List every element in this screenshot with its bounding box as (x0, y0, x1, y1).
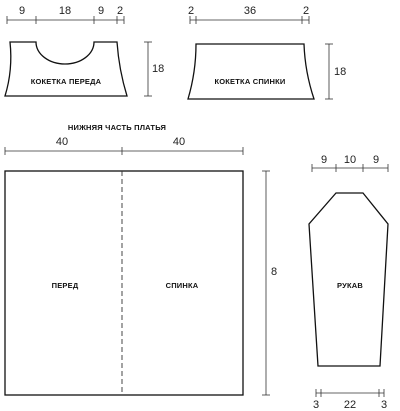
back-yoke-label: КОКЕТКА СПИНКИ (214, 77, 286, 86)
sleeve-top-dim-left: 9 (320, 154, 328, 166)
sleeve-bottom-dim-center: 22 (343, 399, 357, 411)
sleeve-label: РУКАВ (337, 281, 363, 290)
sleeve-bottom-dim-left: 3 (312, 399, 320, 411)
sleeve-group (309, 154, 388, 411)
lower-part-rect (5, 171, 243, 395)
front-yoke-dim-right: 9 (97, 5, 105, 17)
lower-part-dim-back: 40 (172, 136, 186, 148)
front-yoke-shape (5, 42, 127, 96)
sleeve-top-dim-center: 10 (343, 154, 357, 166)
back-yoke-height-dim: 18 (334, 66, 347, 78)
back-yoke-dim-center: 36 (243, 5, 257, 17)
sleeve-shape (309, 193, 388, 366)
lower-part-dim-front: 40 (55, 136, 69, 148)
back-yoke-dim-right: 2 (302, 5, 310, 17)
front-yoke-height-dim: 18 (152, 63, 165, 75)
front-yoke-dim-edge: 2 (116, 5, 124, 17)
sleeve-bottom-dim-right: 3 (380, 399, 388, 411)
lower-part-height-dim: 8 (271, 266, 278, 278)
back-yoke-group (188, 5, 346, 99)
front-yoke-dim-neck: 18 (58, 5, 72, 17)
front-yoke-dim-left: 9 (18, 5, 26, 17)
back-yoke-shape (188, 44, 314, 99)
front-yoke-label: КОКЕТКА ПЕРЕДА (30, 77, 102, 86)
lower-part-group (5, 123, 277, 395)
lower-part-title: НИЖНЯЯ ЧАСТЬ ПЛАТЬЯ (67, 123, 167, 132)
front-yoke-group (5, 5, 164, 96)
back-label: СПИНКА (165, 281, 199, 290)
sleeve-top-dim-right: 9 (372, 154, 380, 166)
front-label: ПЕРЕД (51, 281, 79, 290)
back-yoke-dim-left: 2 (187, 5, 195, 17)
